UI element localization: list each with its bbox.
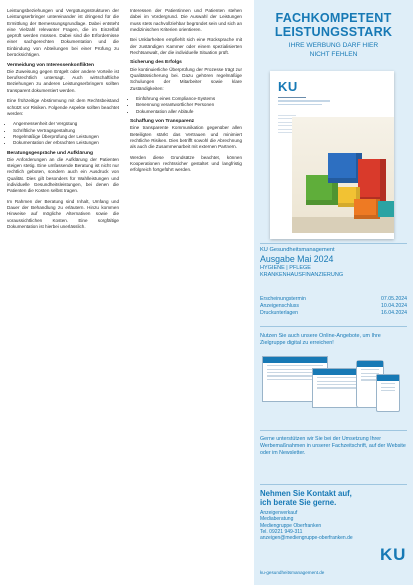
article-paragraph: Im Rahmen der Beratung sind Inhalt, Umfang und Dauer der Behandlung zu erläutern. Hinzu kommen Hinweise auf mögliche Alternativen sowie die voraussichtlichen Kosten. Eine sorgfältige Dokumentation ist hierbei unerlässlich.: [7, 198, 119, 229]
date-value: 07.05.2024: [381, 296, 407, 302]
panel-title-line-1: FACHKOMPETENT: [275, 11, 392, 25]
edition-dates: [260, 296, 407, 317]
article-paragraph: Eine transparente Kommunikation gegenüber allen Beteiligten stärkt das Vertrauen und minimiert rechtliche Risiken. Dies betrifft sowohl die Abrechnung als auch die Zusammenarbeit mit externen Partnern.: [130, 125, 242, 150]
panel-subtitle-line-2: NICHT FEHLEN: [309, 50, 358, 58]
date-label: Druckunterlagen: [260, 310, 299, 316]
divider: [260, 430, 407, 431]
cover-headline-lines: [278, 97, 338, 107]
website-screenshots: [260, 352, 407, 426]
edition-kicker: KU Gesundheitsmanagement: [260, 247, 335, 253]
contact-details: [260, 510, 407, 541]
red-cube: [358, 159, 386, 203]
digital-offer-text: Nutzen Sie auch unsere Online-Angebote, um Ihre Zielgruppe digital zu erreichen!: [260, 333, 381, 346]
article-paragraph: Eine frühzeitige Abstimmung mit dem Rechtsbeistand schützt vor Risiken. Folgende Aspekte sollten beachtet werden:: [7, 98, 119, 116]
article-paragraph: Die Zuweisung gegen Entgelt oder andere Vorteile ist berufsrechtlich untersagt. Auch wirtschaftliche Beziehungen zu anderen Leistungserbringern sollten transparent dokumentiert werden.: [7, 68, 119, 93]
article-paragraph: Die Anforderungen an die Aufklärung der Patienten steigen stetig. Eine umfassende Beratung ist nicht nur rechtlich geboten, sondern auch ein Ausdruck von Qualität. Dies gilt besonders für Wahlleistungen und individuelle Gesundheitsleistungen, bei denen die Patienten die Kosten selbst tragen.: [7, 156, 119, 194]
edition-title: Ausgabe Mai 2024: [260, 254, 334, 264]
magazine-cover-image: [270, 71, 394, 239]
date-value: 10.04.2024: [381, 303, 407, 309]
edition-topics: [260, 265, 407, 278]
contact-line: Mediaberatung: [260, 516, 294, 523]
contact-heading: [260, 489, 407, 507]
contact-line: Mediengruppe Oberfranken: [260, 522, 322, 529]
edition-topic-2: KRANKENHAUSFINANZIERUNG: [260, 271, 344, 278]
article-list-item: • Benennung verantwortlicher Personen: [136, 102, 242, 108]
teal-cube: [378, 201, 394, 217]
article-paragraph: Die kontinuierliche Überprüfung der Prozesse trägt zur Qualitätssicherung bei. Dazu gehören regelmäßige Schulungen der Mitarbeiter sowie klare Zuständigkeiten:: [130, 66, 242, 91]
panel-subtitle-line-1: IHRE WERBUNG DARF HIER: [288, 42, 379, 49]
edition-topic-1: HYGIENE | PFLEGE: [260, 265, 311, 271]
article: [7, 8, 245, 578]
article-subheading: Schaffung von Transparenz: [130, 119, 195, 125]
date-row: [260, 296, 407, 303]
cover-floor: [292, 217, 394, 233]
panel-subtitle: [254, 42, 413, 59]
date-value: 16.04.2024: [381, 310, 407, 316]
panel-title: [254, 11, 413, 39]
orange-cube: [354, 199, 380, 219]
blue-cube: [328, 153, 362, 183]
article-subheading: Sicherung des Erfolgs: [130, 60, 182, 66]
article-list-item: • Regelmäßige Überprüfung der Leistungen: [13, 134, 119, 140]
promo-text: Gerne unterstützen wir Sie bei der Umsetzung Ihrer Werbemaßnahmen in unserer Fachzeitschrift, auf der Website oder im Newsletter.: [260, 436, 406, 456]
contact-line: Anzeigenverkauf: [260, 510, 298, 516]
article-column-2: [130, 8, 242, 178]
contact-line: Tel. 09221 949-311: [260, 528, 303, 535]
panel-title-line-2: LEISTUNGSSTARK: [274, 25, 393, 39]
divider: [260, 326, 407, 327]
article-paragraph: Leistungsbeziehungen und Vergütungsstrukturen der Leistungserbringer untereinander ist dringend für die Ermittlung der Bemessungsgrundlage. Dabei entsteht eine Vielzahl relevanter Fragen, die im Einzelfall geprüft werden müssen. Dabei sind die Erfordernisse einer sachgerechten Dokumentation und die Einbindung von Abteilungen bei einer Prüfung zu berücksichtigen.: [7, 8, 119, 58]
date-label: Erscheinungstermin: [260, 296, 306, 302]
divider: [260, 243, 407, 244]
article-list: [7, 121, 119, 146]
ku-logo: KU: [380, 545, 407, 564]
article-list-item: • Angemessenheit der Vergütung: [13, 121, 119, 127]
contact-heading-line-2: ich berate Sie gerne.: [260, 498, 337, 508]
cover-logo: KU: [278, 79, 298, 94]
contact-line[interactable]: anzeigen@mediengruppe-oberfranken.de: [260, 535, 353, 542]
article-list: [130, 96, 242, 115]
article-list-item: • Einführung eines Compliance-Systems: [136, 96, 242, 102]
article-column-1: [7, 8, 119, 234]
article-paragraph: Interessen der Patientinnen und Patienten stehen dabei im Vordergrund. Die Auswahl der Leistungen muss stets nachvollziehbar begründet sein und sich an medizinischen Kriterien orientieren.: [130, 8, 242, 32]
article-subheading: Vermeidung von Interessenkonflikten: [7, 62, 94, 68]
edition-info: [260, 247, 407, 278]
date-label: Anzeigenschluss: [260, 303, 299, 309]
article-paragraph: Werden diese Grundsätze beachtet, können Kooperationen rechtssicher gestaltet und langfristig erfolgreich fortgeführt werden.: [130, 154, 242, 173]
article-list-item: • Schriftliche Vertragsgestaltung: [13, 128, 119, 134]
cover-cubes-photo: [292, 117, 394, 233]
article-paragraph: Bei Unklarheiten empfiehlt sich eine Rücksprache mit der zuständigen Kammer oder einem spezialisierten Rechtsanwalt, der die individuelle Situation prüft.: [130, 37, 242, 55]
phone-screenshot: [376, 374, 400, 412]
website-url[interactable]: ku-gesundheitsmanagement.de: [260, 570, 325, 575]
article-list-item: • Dokumentation aller Abläufe: [136, 109, 242, 115]
contact-heading-line-1: Nehmen Sie Kontakt auf,: [260, 489, 352, 498]
date-row: [260, 310, 407, 317]
ad-panel: [254, 0, 413, 585]
date-row: [260, 303, 407, 310]
divider: [260, 484, 407, 485]
article-subheading: Beratungsgespräche und Aufklärung: [7, 150, 93, 156]
article-list-item: • Dokumentation der erbrachten Leistungen: [13, 140, 119, 146]
